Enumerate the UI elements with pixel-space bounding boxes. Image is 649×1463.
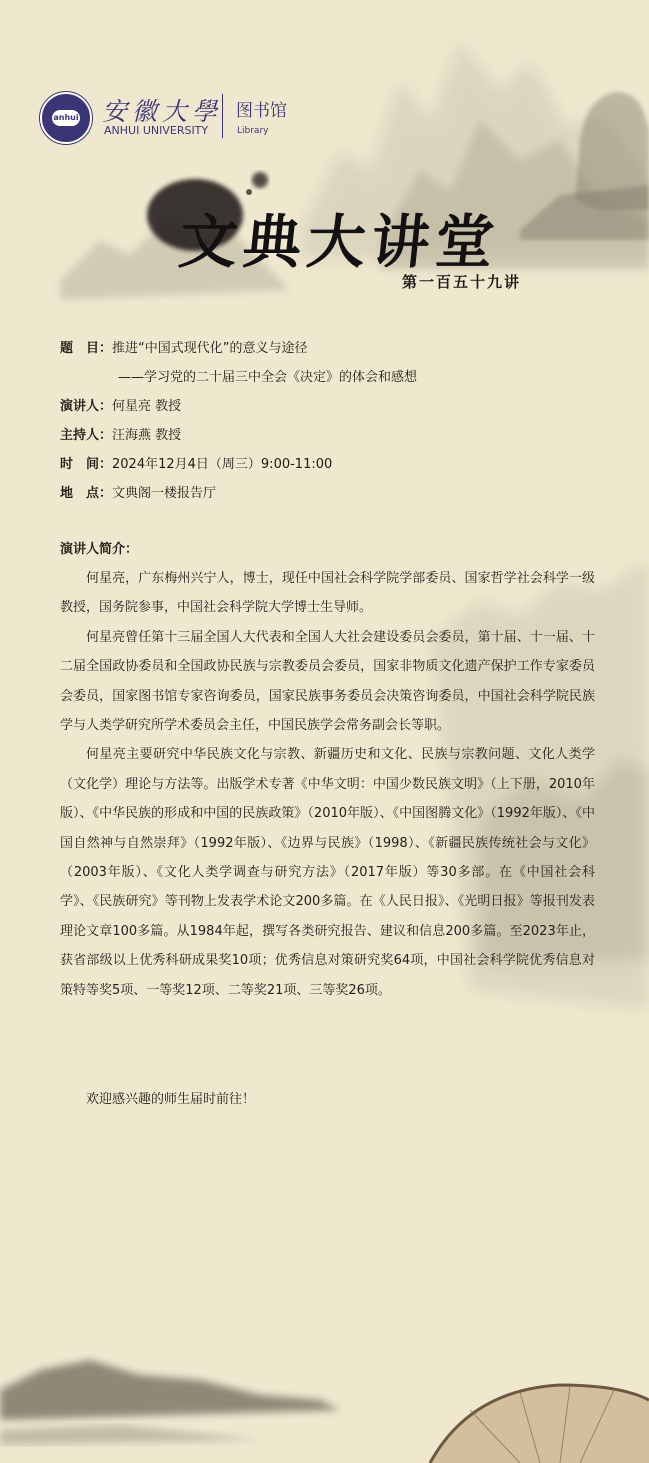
bio-paragraph-1: 何星亮，广东梅州兴宁人，博士，现任中国社会科学院学部委员、国家哲学社会科学一级教授，国务院参事，中国社会科学院大学博士生导师。 <box>60 571 595 616</box>
university-name-en: ANHUI UNIVERSITY <box>104 124 209 137</box>
bio-paragraph-3: 何星亮主要研究中华民族文化与宗教、新疆历史和文化、民族与宗教问题、文化人类学（文化学）理论与方法等。出版学术专著《中华文明：中国少数民族文明》（上下册，2010年版）、《中华民族的形成和中国的民族政策》（2010年版）、《中国图腾文化》（1992年版）、《中国自然神与自然崇拜》（1992年版）、《边界与民族》（1998）、《新疆民族传统社会与文化》（2003年版）、《文化人类学调查与研究方法》（2017年版）等30多部。在《中国社会科学》、《民族研究》等刊物上发表学术论文200多篇。在《人民日报》、《光明日报》等报刊发表理论文章100多篇。从1984年起，撰写各类研究报告、建议和信息200多篇。至2023年止，获省部级以上优秀科研成果奖10项；优秀信息对策研究奖64项，中国社会科学院优秀信息对策特等奖5项、一等奖12项、二等奖21项、三等奖26项。 <box>60 747 595 998</box>
welcome-message: 欢迎感兴趣的师生届时前往！ <box>86 1092 256 1107</box>
anhui-university-library-logo <box>40 90 310 142</box>
university-seal-icon <box>40 92 92 144</box>
topic-value: 推进“中国式现代化”的意义与途径 <box>112 341 308 356</box>
logo-divider <box>222 94 223 138</box>
bio-paragraph-2: 何星亮曾任第十三届全国人大代表和全国人大社会建设委员会委员，第十届、十一届、十二届全国政协委员和全国政协民族与宗教委员会委员，国家非物质文化遗产保护工作专家委员会委员，国家图书馆专家咨询委员，国家民族事务委员会决策咨询委员，中国社会科学院民族学与人类学研究所学术委员会主任，中国民族学会常务副会长等职。 <box>60 629 595 734</box>
event-title: 文典大讲堂 <box>175 208 504 276</box>
library-name-en: Library <box>237 126 269 136</box>
subtopic-value: ——学习党的二十届三中全会《决定》的体会和感想 <box>118 370 418 385</box>
library-name-cn: 图书馆 <box>236 101 287 121</box>
place-value: 文典阁一楼报告厅 <box>112 486 217 501</box>
place-row <box>60 479 600 508</box>
speaker-label: 演讲人： <box>60 399 113 414</box>
host-row <box>60 421 600 450</box>
host-label: 主持人： <box>60 428 113 443</box>
speaker-row <box>60 392 600 421</box>
time-value: 2024年12月4日（周三）9:00-11:00 <box>112 457 333 472</box>
time-row <box>60 450 600 479</box>
subtopic-row <box>60 363 600 392</box>
place-label: 地 点： <box>60 486 113 501</box>
topic-row <box>60 334 600 363</box>
speaker-value: 何星亮 教授 <box>112 399 182 414</box>
host-value: 汪海燕 教授 <box>112 428 182 443</box>
university-name-cn: 安徽大學 <box>102 97 223 126</box>
lecture-number: 第一百五十九讲 <box>402 273 522 291</box>
bio-heading: 演讲人简介： <box>60 542 139 557</box>
lecture-info <box>60 334 600 508</box>
seal-text: anhui <box>52 110 80 126</box>
speaker-bio <box>60 564 595 1005</box>
time-label: 时 间： <box>60 457 113 472</box>
topic-label: 题 目： <box>60 341 113 356</box>
